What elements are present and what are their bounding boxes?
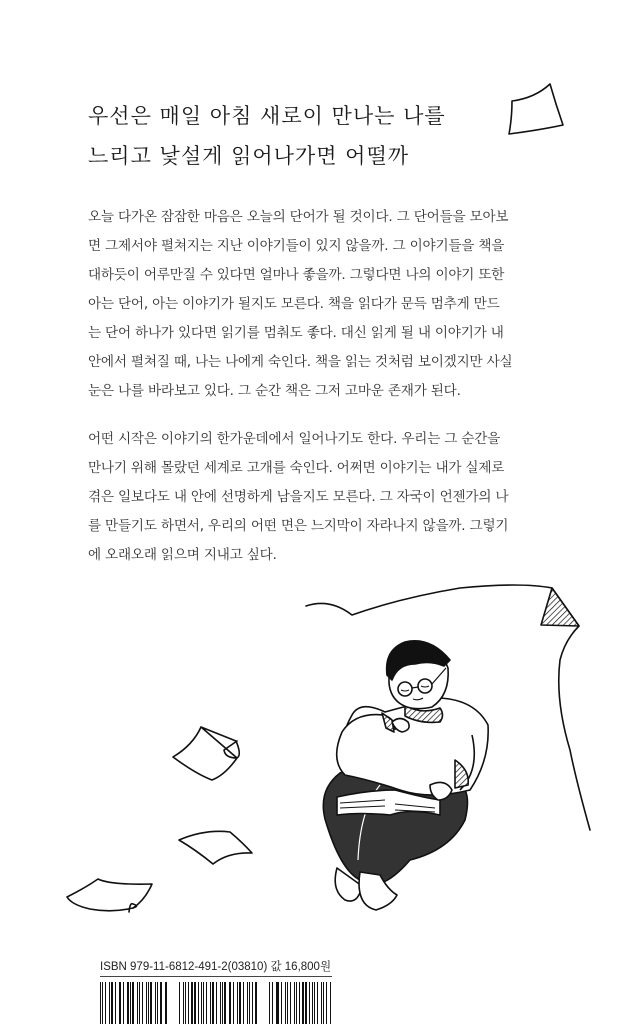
paragraph-line: 만나기 위해 몰랐던 세계로 고개를 숙인다. 어쩌면 이야기는 내가 실제로 [88, 460, 505, 476]
paragraph-line: 오늘 다가온 잠잠한 마음은 오늘의 단어가 될 것이다. 그 단어들을 모아보 [88, 209, 509, 225]
barcode-bar [212, 982, 214, 1024]
paragraph-line: 는 단어 하나가 있다면 읽기를 멈춰도 좋다. 대신 읽게 될 내 이야기가 내 [88, 325, 504, 341]
barcode-bar [276, 982, 277, 1024]
paragraph-line: 에 오래오래 읽으며 지내고 싶다. [88, 547, 277, 563]
barcode-bar [287, 982, 288, 1024]
barcode-bar [179, 982, 180, 1024]
floating-paper-icon [173, 727, 239, 780]
paragraph-line: 어떤 시작은 이야기의 한가운데에서 일어나기도 한다. 우리는 그 순간을 [88, 431, 501, 447]
barcode-bar [185, 982, 186, 1024]
barcode-bar [142, 982, 143, 1024]
barcode-bar [206, 982, 207, 1024]
barcode-bar [155, 982, 156, 1024]
barcode-bar [299, 982, 300, 1024]
barcode-bar [222, 982, 223, 1024]
paragraph-line: 아는 단어, 아는 이야기가 될지도 모른다. 책을 읽다가 문득 멈추게 만드 [88, 296, 500, 312]
barcode-bar [239, 982, 241, 1024]
barcode-bar [115, 982, 116, 1024]
barcode-bar [166, 982, 167, 1024]
barcode-bar [237, 982, 238, 1024]
barcode-bar [100, 982, 101, 1024]
floating-paper-icon [67, 879, 152, 911]
barcode-bar [296, 982, 297, 1024]
barcode-bar [290, 982, 291, 1024]
paragraph-line: 면 그제서야 펼쳐지는 지난 이야기들이 있지 않을까. 그 이야기들을 책을 [88, 238, 505, 254]
barcode-bar [255, 982, 256, 1024]
barcode-bar [210, 982, 211, 1024]
barcode-bar [302, 982, 303, 1024]
floating-paper-icon [179, 831, 252, 864]
barcode-bar [102, 982, 103, 1024]
barcode-bar [123, 982, 124, 1024]
barcode-bar [146, 982, 147, 1024]
barcode-bar [233, 982, 234, 1024]
barcode-bar [243, 982, 244, 1024]
barcode-bar [317, 982, 318, 1024]
barcode-bar [111, 982, 113, 1024]
barcode-bar [150, 982, 151, 1024]
barcode-bar [323, 982, 324, 1024]
barcode-bar [198, 982, 199, 1024]
headline-line-2: 느리고 낯설게 읽어나가면 어떨까 [88, 144, 410, 168]
headline [88, 96, 508, 176]
barcode-bar [314, 982, 315, 1024]
barcode-bar [309, 982, 310, 1024]
barcode-bar [312, 982, 313, 1024]
barcode-bar [157, 982, 158, 1024]
barcode-bar [139, 982, 140, 1024]
paragraph-2 [88, 425, 558, 570]
paragraph-line: 눈은 나를 바라보고 있다. 그 순간 책은 그저 고마운 존재가 된다. [88, 383, 461, 399]
paragraph-1 [88, 203, 558, 406]
barcode-bar [247, 982, 248, 1024]
barcode-bar [137, 982, 138, 1024]
paragraph-line: 를 만들기도 하면서, 우리의 어떤 면은 느지막이 자라나지 않을까. 그렇기 [88, 518, 509, 534]
barcode-bar [220, 982, 221, 1024]
barcode-bar [160, 982, 162, 1024]
barcode-bar [132, 982, 134, 1024]
barcode-bar [230, 982, 231, 1024]
paragraph-line: 겪은 일보다도 내 안에 선명하게 남을지도 모른다. 그 자국이 언젠가의 나 [88, 489, 509, 505]
barcode-bar [191, 982, 193, 1024]
barcode [100, 982, 332, 1024]
isbn-price-label: ISBN 979-11-6812-491-2(03810) 값 16,800원 [100, 958, 332, 977]
paragraph-line: 대하듯이 어루만질 수 있다면 얼마나 좋을까. 그렇다면 나의 이야기 또한 [88, 267, 505, 283]
barcode-bar [105, 982, 106, 1024]
barcode-bar [109, 982, 110, 1024]
barcode-bar [229, 982, 230, 1024]
reading-person-illustration [323, 641, 488, 910]
barcode-bar [281, 982, 282, 1024]
barcode-bar [203, 982, 204, 1024]
barcode-bar [330, 982, 331, 1024]
barcode-bar [194, 982, 195, 1024]
barcode-bar [183, 982, 184, 1024]
barcode-bar [224, 982, 225, 1024]
barcode-bar [216, 982, 217, 1024]
barcode-bar [120, 982, 121, 1024]
headline-line-1: 우선은 매일 아침 새로이 만나는 나를 [88, 104, 446, 128]
barcode-bar [269, 982, 270, 1024]
barcode-bar [277, 982, 279, 1024]
barcode-bar [285, 982, 286, 1024]
floating-paper-icon [509, 84, 563, 134]
barcode-bar [201, 982, 202, 1024]
barcode-bar [127, 982, 128, 1024]
barcode-bar [130, 982, 131, 1024]
barcode-bar [326, 982, 327, 1024]
barcode-bar [294, 982, 295, 1024]
barcode-bar [249, 982, 250, 1024]
barcode-bar [321, 982, 322, 1024]
barcode-bar [148, 982, 149, 1024]
barcode-bar [165, 982, 166, 1024]
paragraph-line: 안에서 펼쳐질 때, 나는 나에게 숙인다. 책을 읽는 것처럼 보이겠지만 사실 [88, 354, 513, 370]
barcode-bar [252, 982, 253, 1024]
barcode-bar [305, 982, 307, 1024]
barcode-bar [188, 982, 189, 1024]
barcode-bar [272, 982, 273, 1024]
barcode-bar [119, 982, 120, 1024]
